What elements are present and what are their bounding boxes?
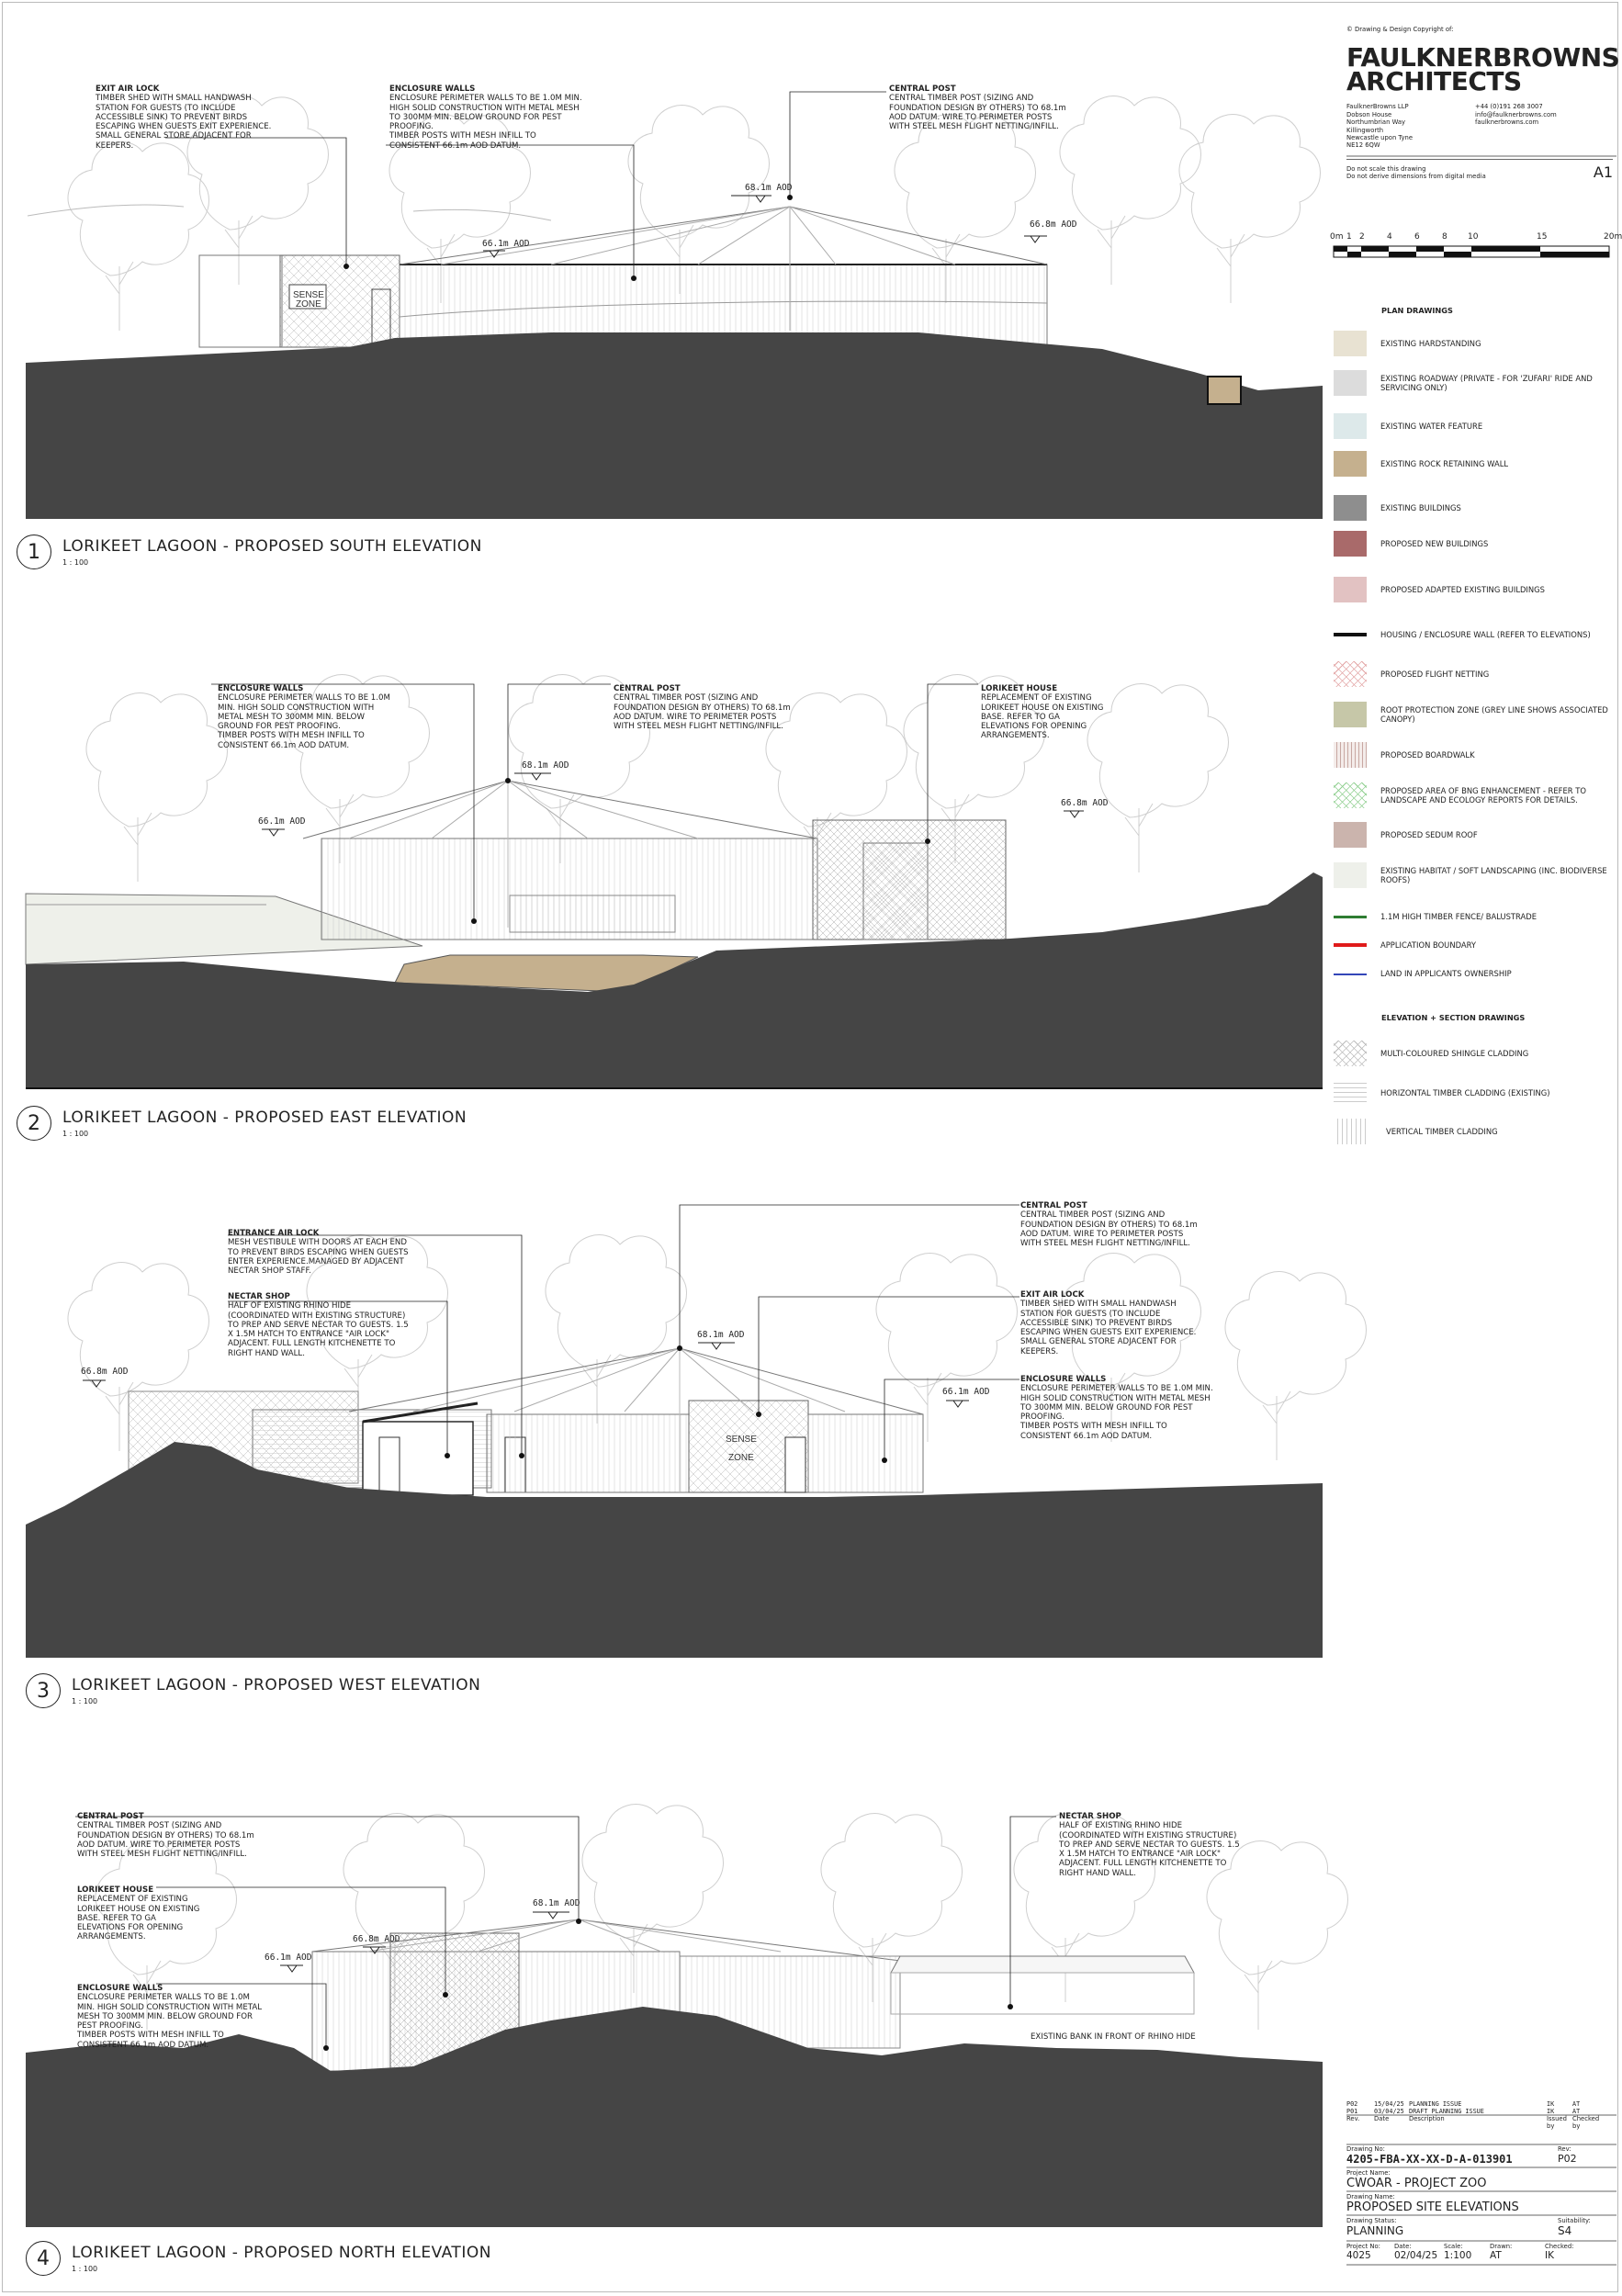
swatch bbox=[1334, 742, 1367, 768]
legend-item: HORIZONTAL TIMBER CLADDING (EXISTING) bbox=[1334, 1080, 1615, 1106]
drawn-by: AT bbox=[1490, 2250, 1502, 2261]
swatch bbox=[1334, 370, 1367, 396]
legend-item: 1.1M HIGH TIMBER FENCE/ BALUSTRADE bbox=[1334, 904, 1615, 929]
legend-item: PROPOSED SEDUM ROOF bbox=[1334, 822, 1615, 848]
note-enclosure-walls: ENCLOSURE WALLS ENCLOSURE PERIMETER WALLS TO BE 1.0M MIN. HIGH SOLID CONSTRUCTION WITH METAL MESH TO 300MM MIN. BELOW GROUND FOR PEST PROOFING. TIMBER POSTS WITH MESH INFILL TO CONSISTENT 66.1m AOD DATUM. bbox=[389, 84, 582, 151]
legend-item: EXISTING ROADWAY (PRIVATE - FOR 'ZUFARI' RIDE AND SERVICING ONLY) bbox=[1334, 370, 1615, 396]
note-lorikeet-house: LORIKEET HOUSE REPLACEMENT OF EXISTING LORIKEET HOUSE ON EXISTING BASE. REFER TO GA ELEVATIONS FOR OPENING ARRANGEMENTS. bbox=[77, 1885, 200, 1942]
revision-header: Rev. Date Description Issued by Checked by bbox=[1346, 2115, 1600, 2130]
legend-elevation-heading: ELEVATION + SECTION DRAWINGS bbox=[1381, 1013, 1526, 1022]
elevation-title: 4 LORIKEET LAGOON - PROPOSED NORTH ELEVATION 1 : 100 bbox=[26, 2241, 491, 2276]
note-enclosure-walls: ENCLOSURE WALLS ENCLOSURE PERIMETER WALLS TO BE 1.0M MIN. HIGH SOLID CONSTRUCTION WITH METAL MESH TO 300MM MIN. BELOW GROUND FOR PEST PROOFING. TIMBER POSTS WITH MESH INFILL TO CONSISTENT 66.1m AOD DATUM. bbox=[218, 684, 390, 750]
project-name: CWOAR - PROJECT ZOO bbox=[1346, 2177, 1487, 2190]
legend-item: PROPOSED BOARDWALK bbox=[1334, 742, 1615, 768]
swatch bbox=[1334, 661, 1367, 687]
swatch bbox=[1334, 904, 1367, 929]
level-marker: 66.1m AOD bbox=[265, 1953, 312, 1963]
elevation-number: 4 bbox=[26, 2241, 61, 2276]
legend-item: HOUSING / ENCLOSURE WALL (REFER TO ELEVATIONS) bbox=[1334, 622, 1615, 647]
elevation-title: 2 LORIKEET LAGOON - PROPOSED EAST ELEVATION 1 : 100 bbox=[17, 1106, 467, 1141]
drawing-number: 4205-FBA-XX-XX-D-A-013901 bbox=[1346, 2153, 1513, 2166]
revision: P02 bbox=[1558, 2153, 1577, 2165]
legend-item: EXISTING ROCK RETAINING WALL bbox=[1334, 451, 1615, 477]
swatch bbox=[1334, 495, 1367, 521]
swatch bbox=[1334, 331, 1367, 356]
swatch bbox=[1334, 577, 1367, 602]
revision-table bbox=[1346, 2100, 1613, 2130]
note-nectar-shop: NECTAR SHOP HALF OF EXISTING RHINO HIDE (COORDINATED WITH EXISTING STRUCTURE) TO PREP AND SERVE NECTAR TO GUESTS. 1.5 X 1.5M HATCH TO ENTRANCE "AIR LOCK" ADJACENT. FULL LENGTH KITCHENETTE TO RIGHT HAND WALL. bbox=[1059, 1812, 1240, 1878]
elevation-title: 1 LORIKEET LAGOON - PROPOSED SOUTH ELEVATION 1 : 100 bbox=[17, 535, 482, 569]
revision-row: P02 15/04/25 PLANNING ISSUE IK AT bbox=[1346, 2100, 1581, 2108]
legend-item: PROPOSED AREA OF BNG ENHANCEMENT - REFER TO LANDSCAPE AND ECOLOGY REPORTS FOR DETAILS. bbox=[1334, 782, 1615, 808]
level-marker: 66.1m AOD bbox=[942, 1387, 990, 1397]
firm-name-line2: ARCHITECTS bbox=[1346, 66, 1522, 97]
legend-item: EXISTING BUILDINGS bbox=[1334, 495, 1615, 521]
existing-bank-label: EXISTING BANK IN FRONT OF RHINO HIDE bbox=[1031, 2032, 1196, 2042]
note-central-post: CENTRAL POST CENTRAL TIMBER POST (SIZING AND FOUNDATION DESIGN BY OTHERS) TO 68.1m AOD DATUM. WIRE TO PERIMETER POSTS WITH STEEL MESH FLIGHT NETTING/INFILL. bbox=[1020, 1201, 1198, 1249]
note-enclosure-walls: ENCLOSURE WALLS ENCLOSURE PERIMETER WALLS TO BE 1.0M MIN. HIGH SOLID CONSTRUCTION WITH METAL MESH TO 300MM MIN. BELOW GROUND FOR PEST PROOFING. TIMBER POSTS WITH MESH INFILL TO CONSISTENT 66.1m AOD DATUM. bbox=[1020, 1375, 1213, 1441]
swatch bbox=[1334, 702, 1367, 727]
swatch bbox=[1334, 413, 1367, 439]
note-central-post: CENTRAL POST CENTRAL TIMBER POST (SIZING AND FOUNDATION DESIGN BY OTHERS) TO 68.1m AOD DATUM. WIRE TO PERIMETER POSTS WITH STEEL MESH FLIGHT NETTING/INFILL. bbox=[614, 684, 791, 732]
project-info-row: Project No: Date: Scale: Drawn: Checked: 4025 02/04/25 1:100 AT IK bbox=[1346, 2243, 1574, 2261]
level-marker: 68.1m AOD bbox=[522, 760, 569, 771]
firm-name-line1: FAULKNERBROWNS bbox=[1346, 42, 1620, 73]
swatch bbox=[1334, 1119, 1367, 1144]
level-marker: 68.1m AOD bbox=[745, 183, 793, 193]
level-marker: 66.8m AOD bbox=[353, 1934, 400, 1944]
note-nectar-shop: NECTAR SHOP HALF OF EXISTING RHINO HIDE (COORDINATED WITH EXISTING STRUCTURE) TO PREP AND SERVE NECTAR TO GUESTS. 1.5 X 1.5M HATCH TO ENTRANCE "AIR LOCK" ADJACENT. FULL LENGTH KITCHENETTE TO RIGHT HAND WALL. bbox=[228, 1292, 409, 1358]
note-central-post: CENTRAL POST CENTRAL TIMBER POST (SIZING AND FOUNDATION DESIGN BY OTHERS) TO 68.1m AOD DATUM. WIRE TO PERIMETER POSTS WITH STEEL MESH FLIGHT NETTING/INFILL. bbox=[889, 84, 1066, 132]
level-marker: 68.1m AOD bbox=[533, 1898, 580, 1908]
drawing-status: PLANNING bbox=[1346, 2224, 1404, 2237]
note-exit-air-lock: EXIT AIR LOCK TIMBER SHED WITH SMALL HANDWASH STATION FOR GUESTS (TO INCLUDE ACCESSIBLE SINK) TO PREVENT BIRDS ESCAPING WHEN GUESTS EXIT EXPERIENCE. SMALL GENERAL STORE ADJACENT FOR KEEPERS. bbox=[1020, 1290, 1197, 1356]
legend-item: LAND IN APPLICANTS OWNERSHIP bbox=[1334, 961, 1615, 986]
swatch bbox=[1334, 862, 1367, 888]
legend-item: VERTICAL TIMBER CLADDING bbox=[1334, 1119, 1620, 1144]
svg-text:SENSE: SENSE bbox=[293, 290, 324, 300]
legend-item: PROPOSED ADAPTED EXISTING BUILDINGS bbox=[1334, 577, 1615, 602]
swatch bbox=[1334, 932, 1367, 958]
swatch bbox=[1334, 822, 1367, 848]
revision-row: P01 03/04/25 DRAFT PLANNING ISSUE IK AT bbox=[1346, 2108, 1581, 2115]
drawing-scale: 1:100 bbox=[1444, 2250, 1472, 2261]
drawing-number-row: Drawing No: Rev: 4205-FBA-XX-XX-D-A-013901 P02 bbox=[1346, 2145, 1613, 2166]
note-exit-air-lock: EXIT AIR LOCK TIMBER SHED WITH SMALL HANDWASH STATION FOR GUESTS (TO INCLUDE ACCESSIBLE SINK) TO PREVENT BIRDS ESCAPING WHEN GUESTS EXIT EXPERIENCE. SMALL GENERAL STORE ADJACENT FOR KEEPERS. bbox=[96, 84, 272, 151]
note-lorikeet-house: LORIKEET HOUSE REPLACEMENT OF EXISTING LORIKEET HOUSE ON EXISTING BASE. REFER TO GA ELEVATIONS FOR OPENING ARRANGEMENTS. bbox=[981, 684, 1104, 741]
note-central-post: CENTRAL POST CENTRAL TIMBER POST (SIZING AND FOUNDATION DESIGN BY OTHERS) TO 68.1m AOD DATUM. WIRE TO PERIMETER POSTS WITH STEEL MESH FLIGHT NETTING/INFILL. bbox=[77, 1812, 254, 1860]
project-number: 4025 bbox=[1346, 2250, 1371, 2261]
south-elevation bbox=[26, 92, 1323, 519]
disclaimer-digital: Do not derive dimensions from digital media bbox=[1346, 173, 1486, 181]
copyright-note: © Drawing & Design Copyright of: bbox=[1346, 26, 1454, 33]
elevation-number: 3 bbox=[26, 1673, 61, 1708]
legend-item: EXISTING HARDSTANDING bbox=[1334, 331, 1615, 356]
level-marker: 66.1m AOD bbox=[258, 816, 306, 827]
issue-date: 02/04/25 bbox=[1394, 2250, 1438, 2261]
scale-bar bbox=[1334, 246, 1609, 257]
firm-header bbox=[1346, 26, 1620, 181]
suitability: S4 bbox=[1558, 2224, 1572, 2237]
legend-item: PROPOSED NEW BUILDINGS bbox=[1334, 531, 1615, 557]
legend-item: EXISTING HABITAT / SOFT LANDSCAPING (INC. BIODIVERSE ROOFS) bbox=[1334, 862, 1615, 888]
note-entrance-air-lock: ENTRANCE AIR LOCK MESH VESTIBULE WITH DOORS AT EACH END TO PREVENT BIRDS ESCAPING WHEN GUESTS ENTER EXPERIENCE.MANAGED BY ADJACENT NECTAR SHOP STAFF. bbox=[228, 1229, 409, 1277]
svg-text:SENSE: SENSE bbox=[726, 1435, 757, 1445]
elevation-number: 1 bbox=[17, 535, 51, 569]
svg-text:ZONE: ZONE bbox=[296, 299, 321, 310]
level-marker: 66.8m AOD bbox=[1030, 219, 1077, 230]
drawing-name: PROPOSED SITE ELEVATIONS bbox=[1346, 2200, 1519, 2214]
swatch bbox=[1334, 961, 1367, 986]
firm-address: FaulknerBrowns LLP Dobson House Northumbrian Way Killingworth Newcastle upon Tyne NE12 6QW bbox=[1346, 103, 1414, 150]
drawing-name-row: Drawing Name: PROPOSED SITE ELEVATIONS bbox=[1346, 2193, 1613, 2214]
swatch bbox=[1334, 1041, 1367, 1066]
swatch bbox=[1334, 451, 1367, 477]
level-marker: 66.8m AOD bbox=[1061, 798, 1109, 808]
swatch bbox=[1334, 531, 1367, 557]
level-marker: 68.1m AOD bbox=[697, 1330, 745, 1340]
project-name-row: Project Name: CWOAR - PROJECT ZOO bbox=[1346, 2169, 1613, 2190]
sheet-size: A1 bbox=[1593, 163, 1613, 181]
elevation-number: 2 bbox=[17, 1106, 51, 1141]
legend-item: MULTI-COLOURED SHINGLE CLADDING bbox=[1334, 1041, 1615, 1066]
legend-plan-heading: PLAN DRAWINGS bbox=[1381, 306, 1453, 315]
firm-contact: +44 (0)191 268 3007 info@faulknerbrowns.com faulknerbrowns.com bbox=[1475, 103, 1557, 127]
legend-item: APPLICATION BOUNDARY bbox=[1334, 932, 1615, 958]
level-marker: 66.8m AOD bbox=[81, 1367, 129, 1377]
legend-item: ROOT PROTECTION ZONE (GREY LINE SHOWS ASSOCIATED CANOPY) bbox=[1334, 702, 1615, 727]
level-marker: 66.1m AOD bbox=[482, 239, 530, 249]
note-enclosure-walls: ENCLOSURE WALLS ENCLOSURE PERIMETER WALLS TO BE 1.0M MIN. HIGH SOLID CONSTRUCTION WITH METAL MESH TO 300MM MIN. BELOW GROUND FOR PEST PROOFING. TIMBER POSTS WITH MESH INFILL TO CONSISTENT 66.1m AOD DATUM. bbox=[77, 1984, 263, 2050]
disclaimer-scale: Do not scale this drawing bbox=[1346, 165, 1426, 174]
swatch bbox=[1334, 622, 1367, 647]
legend-item: EXISTING WATER FEATURE bbox=[1334, 413, 1615, 439]
swatch bbox=[1334, 1080, 1367, 1106]
svg-text:ZONE: ZONE bbox=[728, 1453, 754, 1463]
swatch bbox=[1334, 782, 1367, 808]
status-row: Drawing Status: Suitability: PLANNING S4 bbox=[1346, 2217, 1613, 2237]
checked-by: IK bbox=[1545, 2250, 1554, 2261]
legend-item: PROPOSED FLIGHT NETTING bbox=[1334, 661, 1615, 687]
elevation-title: 3 LORIKEET LAGOON - PROPOSED WEST ELEVATION 1 : 100 bbox=[26, 1673, 480, 1708]
